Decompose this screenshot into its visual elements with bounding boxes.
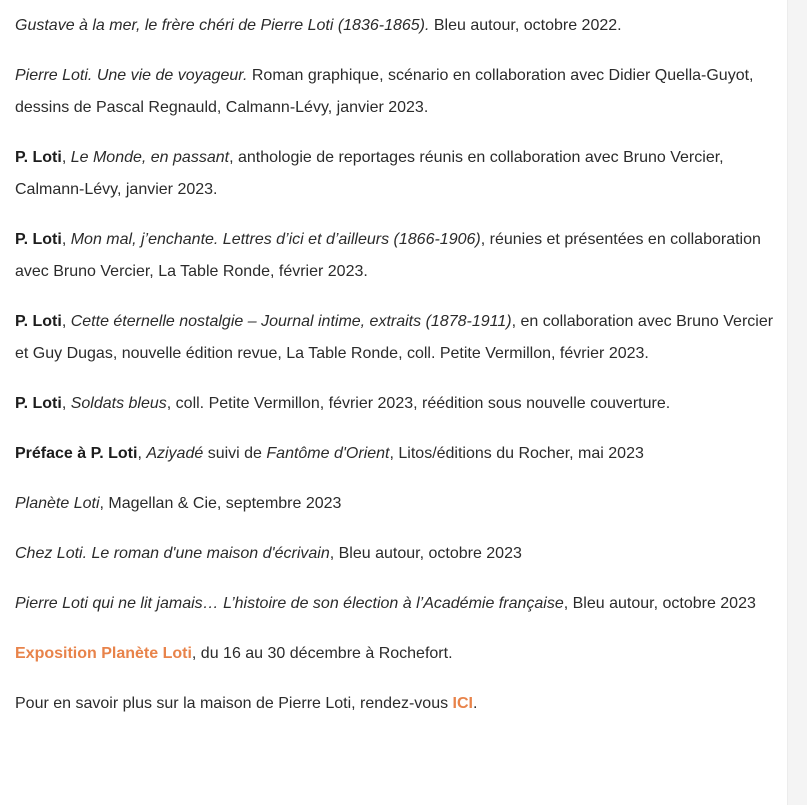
book-author: P. Loti [15, 395, 62, 412]
separator: , [137, 445, 147, 462]
book-title: Soldats bleus [70, 395, 167, 412]
list-item [15, 142, 777, 206]
book-title: Pierre Loti. Une vie de voyageur. [15, 67, 248, 84]
book-details: , réunies et présentées en collaboration avec Bruno Vercier, La Table Ronde, février 2023. [15, 231, 761, 280]
bibliography-list [15, 10, 777, 738]
book-details: , Bleu autour, octobre 2023 [563, 595, 756, 612]
book-title: Gustave à la mer, le frère chéri de Pierre Loti (1836-1865). [15, 17, 430, 34]
book-details: Roman graphique, scénario en collaboration avec Didier Quella-Guyot, dessins de Pascal Regnauld, Calmann-Lévy, janvier 2023. [15, 67, 754, 116]
more-info-text: Pour en savoir plus sur la maison de Pierre Loti, rendez-vous [15, 695, 453, 712]
ici-link[interactable]: ICI [452, 695, 473, 712]
book-title-secondary: Fantôme d'Orient [266, 445, 390, 462]
connector-text: suivi de [203, 445, 267, 462]
book-title: Cette éternelle nostalgie – Journal intime, extraits (1878-1911) [70, 313, 512, 330]
book-details: Bleu autour, octobre 2022. [429, 17, 622, 34]
more-info-end: . [473, 695, 478, 712]
separator: , [61, 313, 71, 330]
separator: , [61, 231, 71, 248]
list-item [15, 588, 777, 620]
book-details: , en collaboration avec Bruno Vercier et Guy Dugas, nouvelle édition revue, La Table Ronde, coll. Petite Vermillon, février 2023. [15, 313, 774, 362]
scrollbar[interactable] [787, 0, 807, 805]
book-details: , Bleu autour, octobre 2023 [329, 545, 522, 562]
book-author: Préface à P. Loti [15, 445, 138, 462]
exposition-link[interactable]: Exposition Planète Loti [15, 645, 192, 662]
list-item [15, 388, 777, 420]
list-item [15, 306, 777, 370]
book-title: Pierre Loti qui ne lit jamais… L’histoire de son élection à l’Académie française [15, 595, 564, 612]
book-author: P. Loti [15, 231, 62, 248]
separator: , [61, 395, 71, 412]
book-author: P. Loti [15, 149, 62, 166]
book-details: , coll. Petite Vermillon, février 2023, réédition sous nouvelle couverture. [166, 395, 671, 412]
exposition-details: , du 16 au 30 décembre à Rochefort. [191, 645, 453, 662]
list-item [15, 488, 777, 520]
more-info-item [15, 688, 777, 720]
book-author: P. Loti [15, 313, 62, 330]
separator: , [61, 149, 71, 166]
exposition-item [15, 638, 777, 670]
list-item [15, 60, 777, 124]
book-title: Planète Loti [15, 495, 100, 512]
book-details: , Litos/éditions du Rocher, mai 2023 [389, 445, 644, 462]
book-title: Mon mal, j’enchante. Lettres d’ici et d’ailleurs (1866-1906) [70, 231, 481, 248]
list-item [15, 438, 777, 470]
book-title: Aziyadé [146, 445, 204, 462]
list-item [15, 538, 777, 570]
list-item [15, 224, 777, 288]
book-details: , Magellan & Cie, septembre 2023 [99, 495, 342, 512]
book-title: Le Monde, en passant [70, 149, 230, 166]
list-item [15, 10, 777, 42]
book-details: , anthologie de reportages réunis en collaboration avec Bruno Vercier, Calmann-Lévy, janvier 2023. [15, 149, 724, 198]
book-title: Chez Loti. Le roman d'une maison d'écrivain [15, 545, 330, 562]
